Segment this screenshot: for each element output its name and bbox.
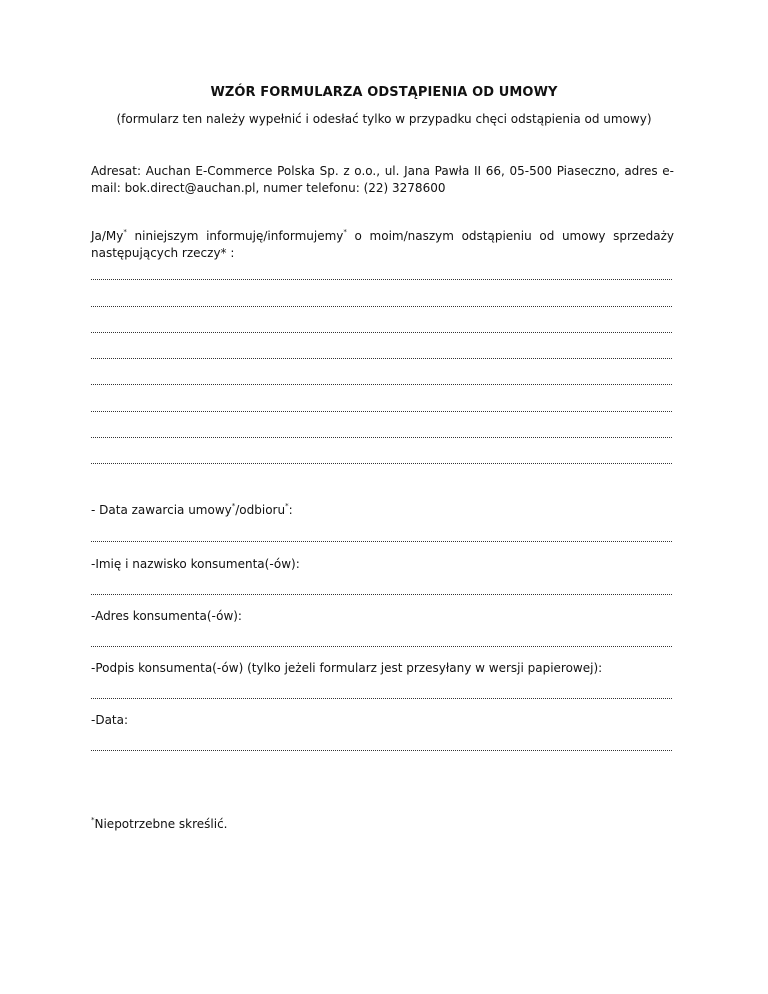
contract-date-text-1: - Data zawarcia umowy bbox=[91, 503, 232, 517]
consumer-address-label: -Adres konsumenta(-ów): bbox=[91, 609, 242, 623]
consumer-name-fill-line[interactable] bbox=[91, 594, 672, 595]
document-title: WZÓR FORMULARZA ODSTĄPIENIA OD UMOWY bbox=[210, 85, 558, 100]
footnote-mark: * bbox=[231, 502, 236, 510]
declaration-text-1: Ja/My bbox=[91, 229, 124, 243]
consumer-signature-fill-line[interactable] bbox=[91, 698, 672, 699]
goods-fill-line[interactable] bbox=[91, 437, 672, 438]
declaration-text-2: niniejszym informuję/informujemy bbox=[126, 229, 344, 243]
consumer-name-label: -Imię i nazwisko konsumenta(-ów): bbox=[91, 557, 300, 571]
date-fill-line[interactable] bbox=[91, 750, 672, 751]
addressee-paragraph: Adresat: Auchan E-Commerce Polska Sp. z o.o., ul. Jana Pawła II 66, 05-500 Piaseczno, adres e-mail: bok.direct@auchan.pl, numer telefonu: (22) 3278600 bbox=[91, 164, 674, 195]
footnote-mark: * bbox=[343, 228, 347, 236]
goods-fill-line[interactable] bbox=[91, 279, 672, 280]
goods-fill-line[interactable] bbox=[91, 384, 672, 385]
goods-fill-line[interactable] bbox=[91, 332, 672, 333]
contract-date-text-3: : bbox=[288, 503, 293, 517]
contract-date-text-2: /odbioru bbox=[235, 503, 286, 517]
goods-fill-line[interactable] bbox=[91, 463, 672, 464]
date-label: -Data: bbox=[91, 713, 129, 727]
declaration-text-3: o moim/naszym odstąpieniu od umowy sprzedaży następujących rzeczy* : bbox=[91, 229, 674, 260]
footnote bbox=[91, 817, 227, 831]
footnote-text: Niepotrzebne skreślić. bbox=[94, 817, 228, 831]
document-subtitle: (formularz ten należy wypełnić i odesłać tylko w przypadku chęci odstąpienia od umowy) bbox=[116, 112, 652, 126]
consumer-address-fill-line[interactable] bbox=[91, 646, 672, 647]
goods-fill-line[interactable] bbox=[91, 358, 672, 359]
contract-date-label bbox=[91, 503, 293, 517]
goods-fill-line[interactable] bbox=[91, 411, 672, 412]
consumer-signature-label: -Podpis konsumenta(-ów) (tylko jeżeli formularz jest przesyłany w wersji papierowej): bbox=[91, 661, 603, 675]
contract-date-fill-line[interactable] bbox=[91, 541, 672, 542]
goods-fill-line[interactable] bbox=[91, 306, 672, 307]
footnote-mark: * bbox=[285, 502, 289, 510]
footnote-mark: * bbox=[91, 816, 95, 824]
footnote-mark: * bbox=[123, 228, 127, 236]
declaration-paragraph bbox=[91, 228, 674, 262]
